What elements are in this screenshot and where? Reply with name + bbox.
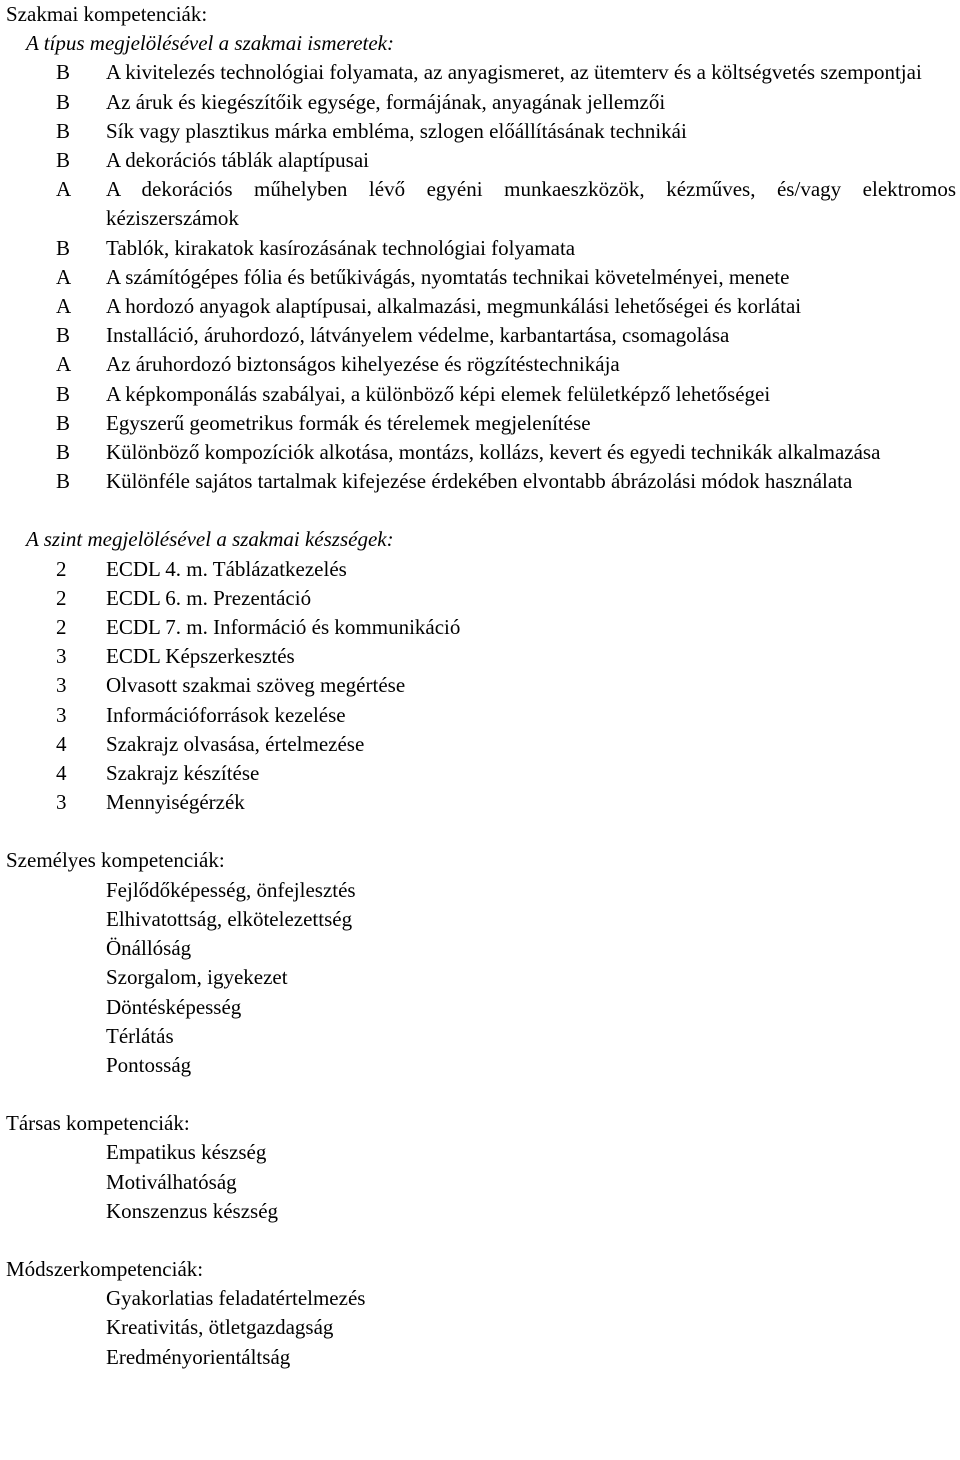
tarsas-list <box>6 1138 956 1226</box>
ismeretek-list <box>6 58 956 496</box>
subsection-title-ismeretek: A típus megjelölésével a szakmai ismeretek: <box>26 31 394 56</box>
list-item <box>6 730 956 759</box>
section-title-szakmai: Szakmai kompetenciák: <box>6 2 208 26</box>
list-item <box>6 876 956 905</box>
item-code: B <box>56 235 71 260</box>
item-code: B <box>56 469 71 494</box>
item-code: B <box>56 60 71 85</box>
item-code: 3 <box>56 790 67 815</box>
item-code: 4 <box>56 731 67 756</box>
item-text: Installáció, áruhordozó, látványelem védelme, karbantartása, csomagolása <box>106 323 730 348</box>
list-item <box>6 263 956 292</box>
item-text: Különféle sajátos tartalmak kifejezése érdekében elvontabb ábrázolási módok használata <box>106 469 853 494</box>
item-code: B <box>56 440 71 465</box>
item-text: Kreativitás, ötletgazdagság <box>106 1315 334 1340</box>
item-text: Mennyiségérzék <box>106 790 245 815</box>
item-text: A kivitelezés technológiai folyamata, az anyagismeret, az ütemterv és a költségvetés szempontjai <box>106 60 922 85</box>
item-text: A képkomponálás szabályai, a különböző képi elemek felületképző lehetőségei <box>106 381 771 406</box>
item-text: Olvasott szakmai szöveg megértése <box>106 673 406 698</box>
item-text: Szakrajz készítése <box>106 761 260 786</box>
item-text: Döntésképesség <box>106 994 242 1019</box>
item-code: B <box>56 410 71 435</box>
list-item <box>6 467 956 496</box>
list-item <box>6 963 956 992</box>
item-code: A <box>56 294 72 319</box>
item-code: B <box>56 381 71 406</box>
item-text: Gyakorlatias feladatértelmezés <box>106 1286 366 1311</box>
item-text: Sík vagy plasztikus márka embléma, szlogen előállításának technikái <box>106 118 687 143</box>
spacer <box>6 1080 956 1109</box>
list-item <box>6 759 956 788</box>
item-text: Elhivatottság, elkötelezettség <box>106 906 353 931</box>
modszer-list <box>6 1284 956 1372</box>
item-text: Fejlődőképesség, önfejlesztés <box>106 877 356 902</box>
item-code: 3 <box>56 644 67 669</box>
list-item <box>6 1168 956 1197</box>
item-code: B <box>56 148 71 173</box>
item-code: 2 <box>56 585 67 610</box>
item-text: Empatikus készség <box>106 1140 267 1165</box>
list-item <box>6 292 956 321</box>
list-item <box>6 1313 956 1342</box>
list-item <box>6 613 956 642</box>
list-item <box>6 1022 956 1051</box>
item-text: Az áruk és kiegészítőik egysége, formájának, anyagának jellemzői <box>106 89 666 114</box>
item-text: Térlátás <box>106 1023 174 1048</box>
list-item <box>6 1343 956 1372</box>
item-text: Konszenzus készség <box>106 1198 279 1223</box>
list-item <box>6 88 956 117</box>
item-code: 3 <box>56 702 67 727</box>
list-item <box>6 350 956 379</box>
list-item <box>6 701 956 730</box>
list-item <box>6 409 956 438</box>
list-item <box>6 321 956 350</box>
list-item <box>6 438 956 467</box>
list-item <box>6 905 956 934</box>
item-code: A <box>56 264 72 289</box>
item-text: A hordozó anyagok alaptípusai, alkalmazási, megmunkálási lehetőségei és korlátai <box>106 294 802 319</box>
item-text: ECDL Képszerkesztés <box>106 644 295 669</box>
list-item <box>6 934 956 963</box>
list-item <box>6 555 956 584</box>
item-code: A <box>56 177 72 202</box>
section-title-tarsas: Társas kompetenciák: <box>6 1111 190 1136</box>
list-item <box>6 58 956 87</box>
list-item <box>6 671 956 700</box>
item-text: Eredményorientáltság <box>106 1344 291 1369</box>
item-text: Önállóság <box>106 936 192 961</box>
item-code: 3 <box>56 673 67 698</box>
list-item <box>6 1138 956 1167</box>
item-text: Pontosság <box>106 1052 192 1077</box>
spacer <box>6 817 956 846</box>
section-title-modszer: Módszerkompetenciák: <box>6 1256 204 1281</box>
list-item <box>6 993 956 1022</box>
list-item <box>6 380 956 409</box>
list-item <box>6 117 956 146</box>
item-text: Információforrások kezelése <box>106 702 346 727</box>
item-code: B <box>56 89 71 114</box>
item-text: Egyszerű geometrikus formák és térelemek megjelenítése <box>106 410 591 435</box>
item-text: A dekorációs műhelyben lévő egyéni munkaeszközök, kézműves, és/vagy elektromos kéziszerszámok <box>106 177 956 231</box>
list-item <box>6 146 956 175</box>
list-item <box>6 642 956 671</box>
subsection-title-keszsegek: A szint megjelölésével a szakmai készségek: <box>26 527 394 552</box>
item-text: Különböző kompozíciók alkotása, montázs, kollázs, kevert és egyedi technikák alkalmazása <box>106 440 881 465</box>
item-text: Az áruhordozó biztonságos kihelyezése és rögzítéstechnikája <box>106 352 620 377</box>
item-code: A <box>56 352 72 377</box>
list-item <box>6 175 956 233</box>
item-text: ECDL 6. m. Prezentáció <box>106 585 312 610</box>
item-text: Motiválhatóság <box>106 1169 237 1194</box>
list-item <box>6 788 956 817</box>
list-item <box>6 234 956 263</box>
item-text: Tablók, kirakatok kasírozásának technológiai folyamata <box>106 235 576 260</box>
item-code: 2 <box>56 556 67 581</box>
list-item <box>6 1284 956 1313</box>
list-item <box>6 584 956 613</box>
item-code: B <box>56 118 71 143</box>
list-item <box>6 1051 956 1080</box>
list-item <box>6 1197 956 1226</box>
item-text: ECDL 7. m. Információ és kommunikáció <box>106 615 461 640</box>
item-text: A dekorációs táblák alaptípusai <box>106 148 370 173</box>
szemelyes-list <box>6 876 956 1080</box>
item-code: 2 <box>56 615 67 640</box>
item-text: ECDL 4. m. Táblázatkezelés <box>106 556 347 581</box>
keszsegek-list <box>6 555 956 818</box>
item-code: 4 <box>56 761 67 786</box>
spacer <box>6 1226 956 1255</box>
item-text: Szakrajz olvasása, értelmezése <box>106 731 365 756</box>
item-text: Szorgalom, igyekezet <box>106 965 288 990</box>
item-code: B <box>56 323 71 348</box>
section-title-szemelyes: Személyes kompetenciák: <box>6 848 225 873</box>
item-text: A számítógépes fólia és betűkivágás, nyomtatás technikai követelményei, menete <box>106 264 790 289</box>
spacer <box>6 496 956 525</box>
